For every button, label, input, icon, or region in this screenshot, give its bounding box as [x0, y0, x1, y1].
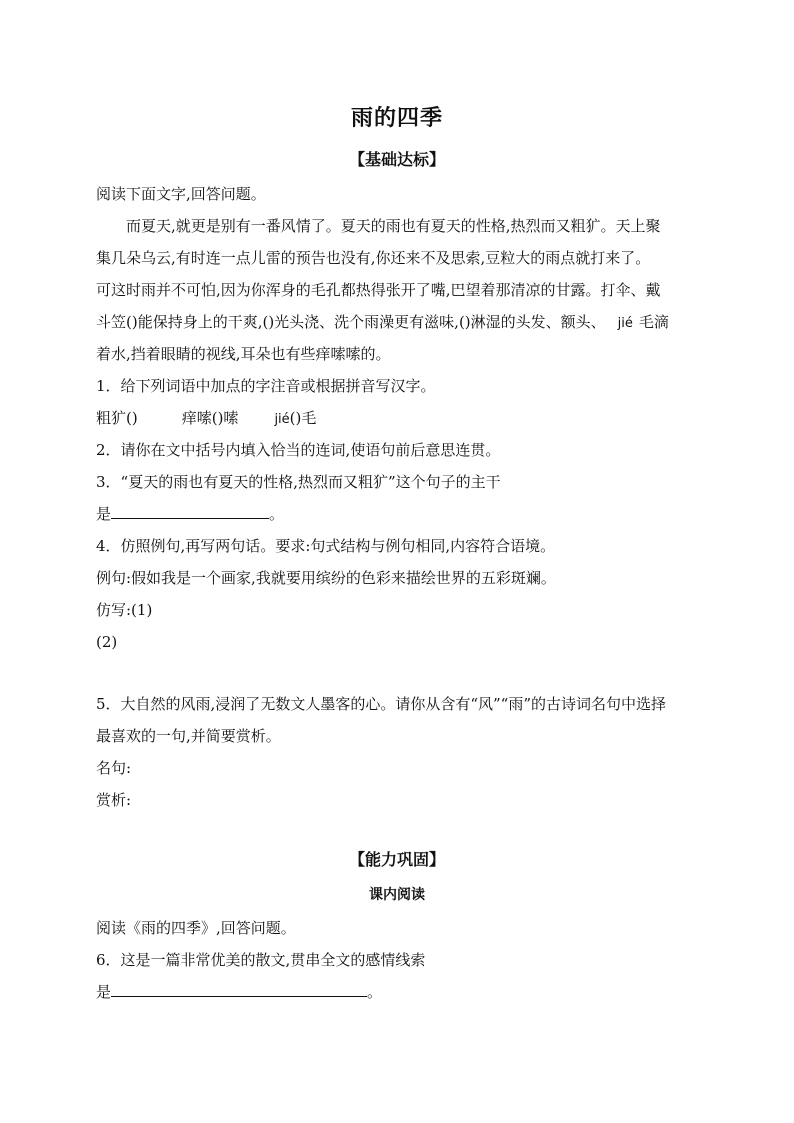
q6-answer-blank[interactable]: [111, 982, 367, 997]
q1-word-2: 痒嗦()嗦: [181, 409, 239, 427]
question-5-line-1: 5．大自然的风雨,浸润了无数文人墨客的心。请你从含有“风”“雨”的古诗词名句中选择: [96, 695, 666, 713]
q6-suffix: 。: [367, 983, 383, 1001]
reading-intro: 阅读下面文字,回答问题。: [96, 185, 266, 203]
question-1: 1．给下列词语中加点的字注音或根据拼音写汉字。: [96, 377, 436, 395]
question-3: 3．“夏天的雨也有夏天的性格,热烈而又粗犷”这个句子的主干: [96, 473, 501, 491]
passage-line-5: 着水,挡着眼睛的视线,耳朵也有些痒嗦嗦的。: [96, 345, 391, 363]
question-5-line-2: 最喜欢的一句,并简要赏析。: [96, 727, 281, 745]
question-5-analysis: 赏析:: [96, 791, 132, 809]
q3-answer-blank[interactable]: [111, 504, 269, 519]
q3-suffix: 。: [269, 505, 285, 523]
passage-line-1: 而夏天,就更是别有一番风情了。夏天的雨也有夏天的性格,热烈而又粗犷。天上聚: [126, 217, 661, 235]
question-6-answer-line: [96, 982, 696, 1002]
passage-line-4-end: 毛滴: [638, 313, 669, 331]
page-title: 雨的四季: [350, 105, 443, 131]
q6-prefix: 是: [96, 983, 112, 1001]
q1-word-3-rest: ()毛: [289, 409, 317, 427]
question-4: 4．仿照例句,再写两句话。要求:句式结构与例句相同,内容符合语境。: [96, 537, 556, 555]
question-4-imitate-1: 仿写:(1): [96, 601, 153, 619]
passage-line-4: [96, 312, 696, 334]
question-3-answer-line: [96, 504, 696, 524]
question-1-words: [96, 408, 696, 430]
question-5-quote: 名句:: [96, 759, 132, 777]
q3-prefix: 是: [96, 505, 112, 523]
section-ability-heading: 【能力巩固】: [348, 850, 445, 869]
question-2: 2．请你在文中括号内填入恰当的连词,使语句前后意思连贯。: [96, 441, 501, 459]
passage-pinyin: jié: [617, 316, 633, 331]
passage-line-2: 集几朵乌云,有时连一点儿雷的预告也没有,你还来不及思索,豆粒大的雨点就打来了。: [96, 249, 651, 267]
q1-word-1: 粗犷(): [96, 409, 138, 427]
section-ability-subheading: 课内阅读: [369, 887, 425, 903]
reading-2-intro: 阅读《雨的四季》,回答问题。: [96, 919, 296, 937]
question-4-example: 例句:假如我是一个画家,我就要用缤纷的色彩来描绘世界的五彩斑斓。: [96, 569, 556, 587]
question-6: 6．这是一篇非常优美的散文,贯串全文的感情线索: [96, 951, 426, 969]
passage-line-3: 可这时雨并不可怕,因为你浑身的毛孔都热得张开了嘴,巴望着那清凉的甘露。打伞、戴: [96, 281, 661, 299]
q1-word-3-pinyin: jié: [274, 412, 290, 427]
question-4-imitate-2: (2): [96, 633, 118, 651]
passage-line-4-text: 斗笠()能保持身上的干爽,()光头浇、洗个雨澡更有滋味,()淋湿的头发、额头、: [96, 313, 606, 331]
section-basic-heading: 【基础达标】: [348, 150, 445, 169]
